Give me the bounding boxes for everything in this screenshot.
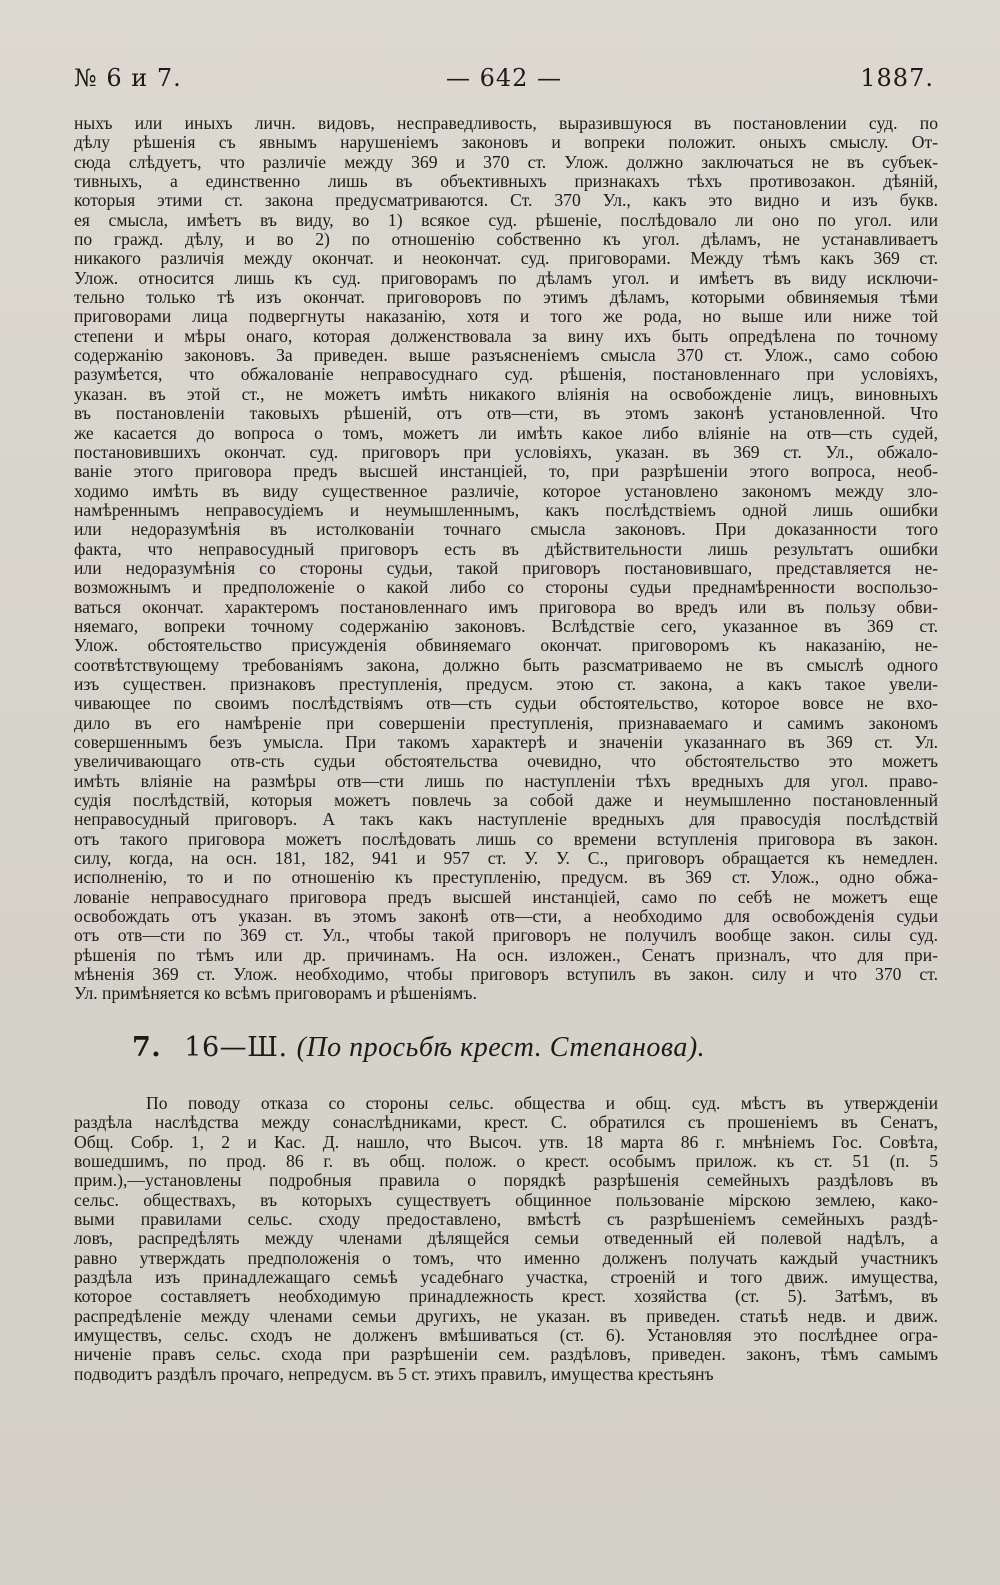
text-line: по гражд. дѣлу, и во 2) по отношенію собственно къ угол. дѣламъ, не устанавливаетъ: [74, 230, 938, 250]
text-line: ниченіе правъ сельс. схода при разрѣшеніи сем. раздѣловъ, приведен. законъ, тѣмъ самымъ: [74, 1345, 938, 1365]
text-line: содержанію законовъ. За приведен. выше разъясненіемъ смысла 370 ст. Улож., само собою: [74, 346, 938, 366]
text-line: или недоразумѣнія со стороны судьи, такой приговоръ постановившаго, представляется не-: [74, 558, 938, 578]
text-line: изъ существен. признаковъ преступленія, предусм. этою ст. закона, а какъ такое увели-: [74, 674, 938, 694]
section-number: 7.: [132, 1031, 162, 1063]
text-line: неправосудный приговоръ. А такъ какъ наступленіе вредныхъ для правосудія послѣдствій: [74, 810, 938, 830]
text-line: ваніе этого приговора предъ высшей инстанціей, то, при разрѣшеніи этого вопроса, необ-: [74, 462, 938, 482]
text-line: вошедшимъ, по прод. 86 г. въ общ. полож. о крест. особымъ прилож. къ ст. 51 (п. 5: [74, 1151, 938, 1171]
text-line: соотвѣтствующему требованіямъ закона, должно быть разсматриваемо не въ смыслѣ одного: [74, 655, 938, 675]
text-line: подводитъ раздѣлъ прочаго, непредусм. въ 5 ст. этихъ правилъ, имущества крестьянъ: [74, 1364, 714, 1384]
text-line: рѣшенія по тѣмъ или др. причинамъ. На осн. изложен., Сенатъ призналъ, что для при-: [74, 945, 938, 965]
text-line: распредѣленіе между членами семьи другихъ, не указан. въ приведен. статьѣ недв. и движ.: [74, 1306, 938, 1326]
text-line: постановившихъ окончат. суд. приговоръ при условіяхъ, указан. въ 369 ст. Ул., обжало-: [74, 442, 938, 462]
text-line: увеличивающаго отв-сть судьи обстоятельства очевидно, что обстоятельство это можетъ: [74, 752, 938, 772]
text-line: ея смысла, имѣетъ въ виду, во 1) всякое суд. рѣшеніе, послѣдовало ли оно по угол. или: [74, 210, 938, 230]
text-line: ловъ, распредѣлять между членами дѣлящейся семьи отведенный ей полевой надѣлъ, а: [74, 1229, 938, 1249]
section-ref: 16—Ш.: [184, 1031, 288, 1063]
text-line: совершеннымъ безъ умысла. При такомъ характерѣ и значеніи указаннаго въ 369 ст. Ул.: [74, 733, 938, 752]
text-line: ходимо имѣть въ виду существенное различіе, которое установлено закономъ между зло-: [74, 481, 938, 501]
text-line: тивныхъ, а единственно лишь въ объективныхъ признакахъ тѣхъ противозакон. дѣяній,: [74, 172, 938, 192]
text-line: сюда слѣдуетъ, что различіе между 369 и 370 ст. Улож. должно заключаться не въ субъек-: [74, 152, 938, 172]
text-line: никакого различія между окончат. и неокончат. суд. приговорами. Между тѣмъ какъ 369 ст.: [74, 249, 938, 269]
text-line: тельно только тѣ изъ окончат. приговоровъ по этимъ дѣламъ, которыми обвиняемыя тѣми: [74, 288, 938, 308]
text-line: исполненію, то и по отношенію къ преступленію, предусм. въ 369 ст. Улож., одно обжа-: [74, 868, 938, 888]
text-line: которое составляетъ необходимую принадлежность крест. хозяйства (ст. 5). Затѣмъ, въ: [74, 1287, 938, 1307]
text-line: лованіе неправосуднаго приговора предъ высшей инстанціей, само по себѣ не можетъ еще: [74, 887, 938, 907]
text-line: факта, что неправосудный приговоръ есть въ дѣйствительности лишь результатъ ошибки: [74, 539, 938, 559]
text-line: освобождать отъ указан. въ этомъ законѣ отв—сти, а необходимо для освобожденія судьи: [74, 907, 938, 927]
text-line: чивающее по своимъ послѣдствіямъ отв—сть судьи обстоятельство, которое вовсе не вхо-: [74, 694, 938, 714]
text-line: Общ. Собр. 1, 2 и Кас. Д. нашло, что Высоч. утв. 18 марта 86 г. мнѣніемъ Гос. Совѣта,: [74, 1132, 938, 1152]
text-line: имуществъ, сельс. сходъ не долженъ вмѣшиваться (ст. 6). Установляя это послѣднее огра-: [74, 1325, 938, 1345]
text-line: ваться окончат. характеромъ постановленнаго имъ приговора во вредъ или въ пользу обви-: [74, 597, 938, 617]
text-line: указан. въ этой ст., не можетъ имѣть никакого вліянія на освобожденіе лицъ, виновныхъ: [74, 384, 938, 404]
text-line: которыя этими ст. закона предусматриваются. Ст. 370 Ул., какъ это видно и изъ букв.: [74, 191, 938, 211]
section-heading: [132, 1032, 938, 1064]
text-line: же касается до вопроса о томъ, можетъ ли имѣть какое либо вліяніе на отв—сть судей,: [74, 423, 938, 443]
paragraph-1: [74, 114, 938, 1004]
text-line: отъ такого приговора можетъ послѣдовать лишь со времени вступленія приговора въ закон.: [74, 829, 938, 849]
issue-number: № 6 и 7.: [74, 64, 182, 92]
text-line: или недоразумѣнія въ истолкованіи точнаго смысла законовъ. При доказанности того: [74, 520, 938, 540]
text-line: судія послѣдствій, которыя можетъ повлечь за собой даже и неумышленно постановленный: [74, 791, 938, 811]
section-subject: (По просьбѣ крест. Степанова).: [296, 1031, 706, 1063]
text-line: По поводу отказа со стороны сельс. общества и общ. суд. мѣстъ въ утвержденіи: [146, 1093, 938, 1113]
text-line: Улож. обстоятельство присужденія обвиняемаго окончат. приговоромъ къ наказанію, не-: [74, 636, 938, 656]
text-line: разумѣется, что обжалованіе неправосуднаго суд. рѣшенія, постановленнаго при условіяхъ,: [74, 365, 938, 385]
page-header: [74, 64, 938, 92]
text-line: Ул. примѣняется ко всѣмъ приговорамъ и рѣшеніямъ.: [74, 984, 477, 1004]
text-line: отъ отв—сти по 369 ст. Ул., чтобы такой приговоръ не получилъ вообще закон. силы суд.: [74, 926, 938, 946]
text-line: раздѣла наслѣдства между сонаслѣдниками, крест. С. обратился съ прошеніемъ въ Сенатъ,: [74, 1113, 938, 1133]
text-line: Улож. относится лишь къ суд. приговорамъ по дѣламъ угол. и имѣетъ въ виду исключи-: [74, 268, 938, 288]
text-line: приговорами лица подвергнуты наказанію, хотя и того же рода, но выше или ниже той: [74, 307, 938, 327]
year: 1887.: [860, 64, 934, 92]
text-line: выми правилами сельс. сходу предоставлено, вмѣстѣ съ разрѣшеніемъ семейныхъ раздѣ-: [74, 1209, 938, 1229]
text-line: силу, когда, на осн. 181, 182, 941 и 957 ст. У. У. С., приговоръ обращается къ немедлен.: [74, 849, 938, 869]
text-line: няемаго, вопреки точному содержанію законовъ. Вслѣдствіе сего, указанное въ 369 ст.: [74, 616, 938, 636]
text-line: дѣлу рѣшенія съ явнымъ нарушеніемъ законовъ и вопреки положит. оныхъ смыслу. От-: [74, 133, 938, 153]
text-line: мѣненія 369 ст. Улож. необходимо, чтобы приговоръ вступилъ въ закон. силу и что 370 ст.: [74, 965, 938, 985]
text-line: намѣреннымъ неправосудіемъ и неумышленнымъ, какъ послѣдствіемъ одной лишь ошибки: [74, 500, 938, 520]
text-line: равно утверждать предположенія о томъ, что именно долженъ получать каждый участникъ: [74, 1248, 938, 1268]
text-line: въ постановленіи таковыхъ рѣшеній, отъ отв—сти, въ этомъ законѣ установленной. Что: [74, 404, 938, 424]
text-line: сельс. обществахъ, въ которыхъ существуетъ общинное пользованіе мірскою землею, како-: [74, 1190, 938, 1210]
paragraph-2: [74, 1094, 938, 1384]
text-line: степени и мѣры онаго, которая долженствовала за вину ихъ быть опредѣлена по точному: [74, 326, 938, 346]
text-line: раздѣла изъ принадлежащаго семьѣ усадебнаго участка, строеній и того движ. имущества,: [74, 1267, 938, 1287]
page-number: — 642 —: [445, 64, 563, 92]
text-line: прим.),—установлены подробныя правила о порядкѣ разрѣшенія семейныхъ раздѣловъ въ: [74, 1171, 938, 1191]
text-line: ныхъ или иныхъ личн. видовъ, несправедливость, выразившуюся въ постановлении суд. по: [74, 114, 938, 133]
text-line: возможнымъ и предположеніе о какой либо со стороны судьи преднамѣренности воспользо-: [74, 578, 938, 598]
text-line: дило въ его намѣреніе при совершеніи преступленія, признаваемаго и самимъ закономъ: [74, 713, 938, 733]
text-line: имѣть вліяніе на размѣры отв—сти лишь по наступленіи тѣхъ вредныхъ для угол. право-: [74, 771, 938, 791]
